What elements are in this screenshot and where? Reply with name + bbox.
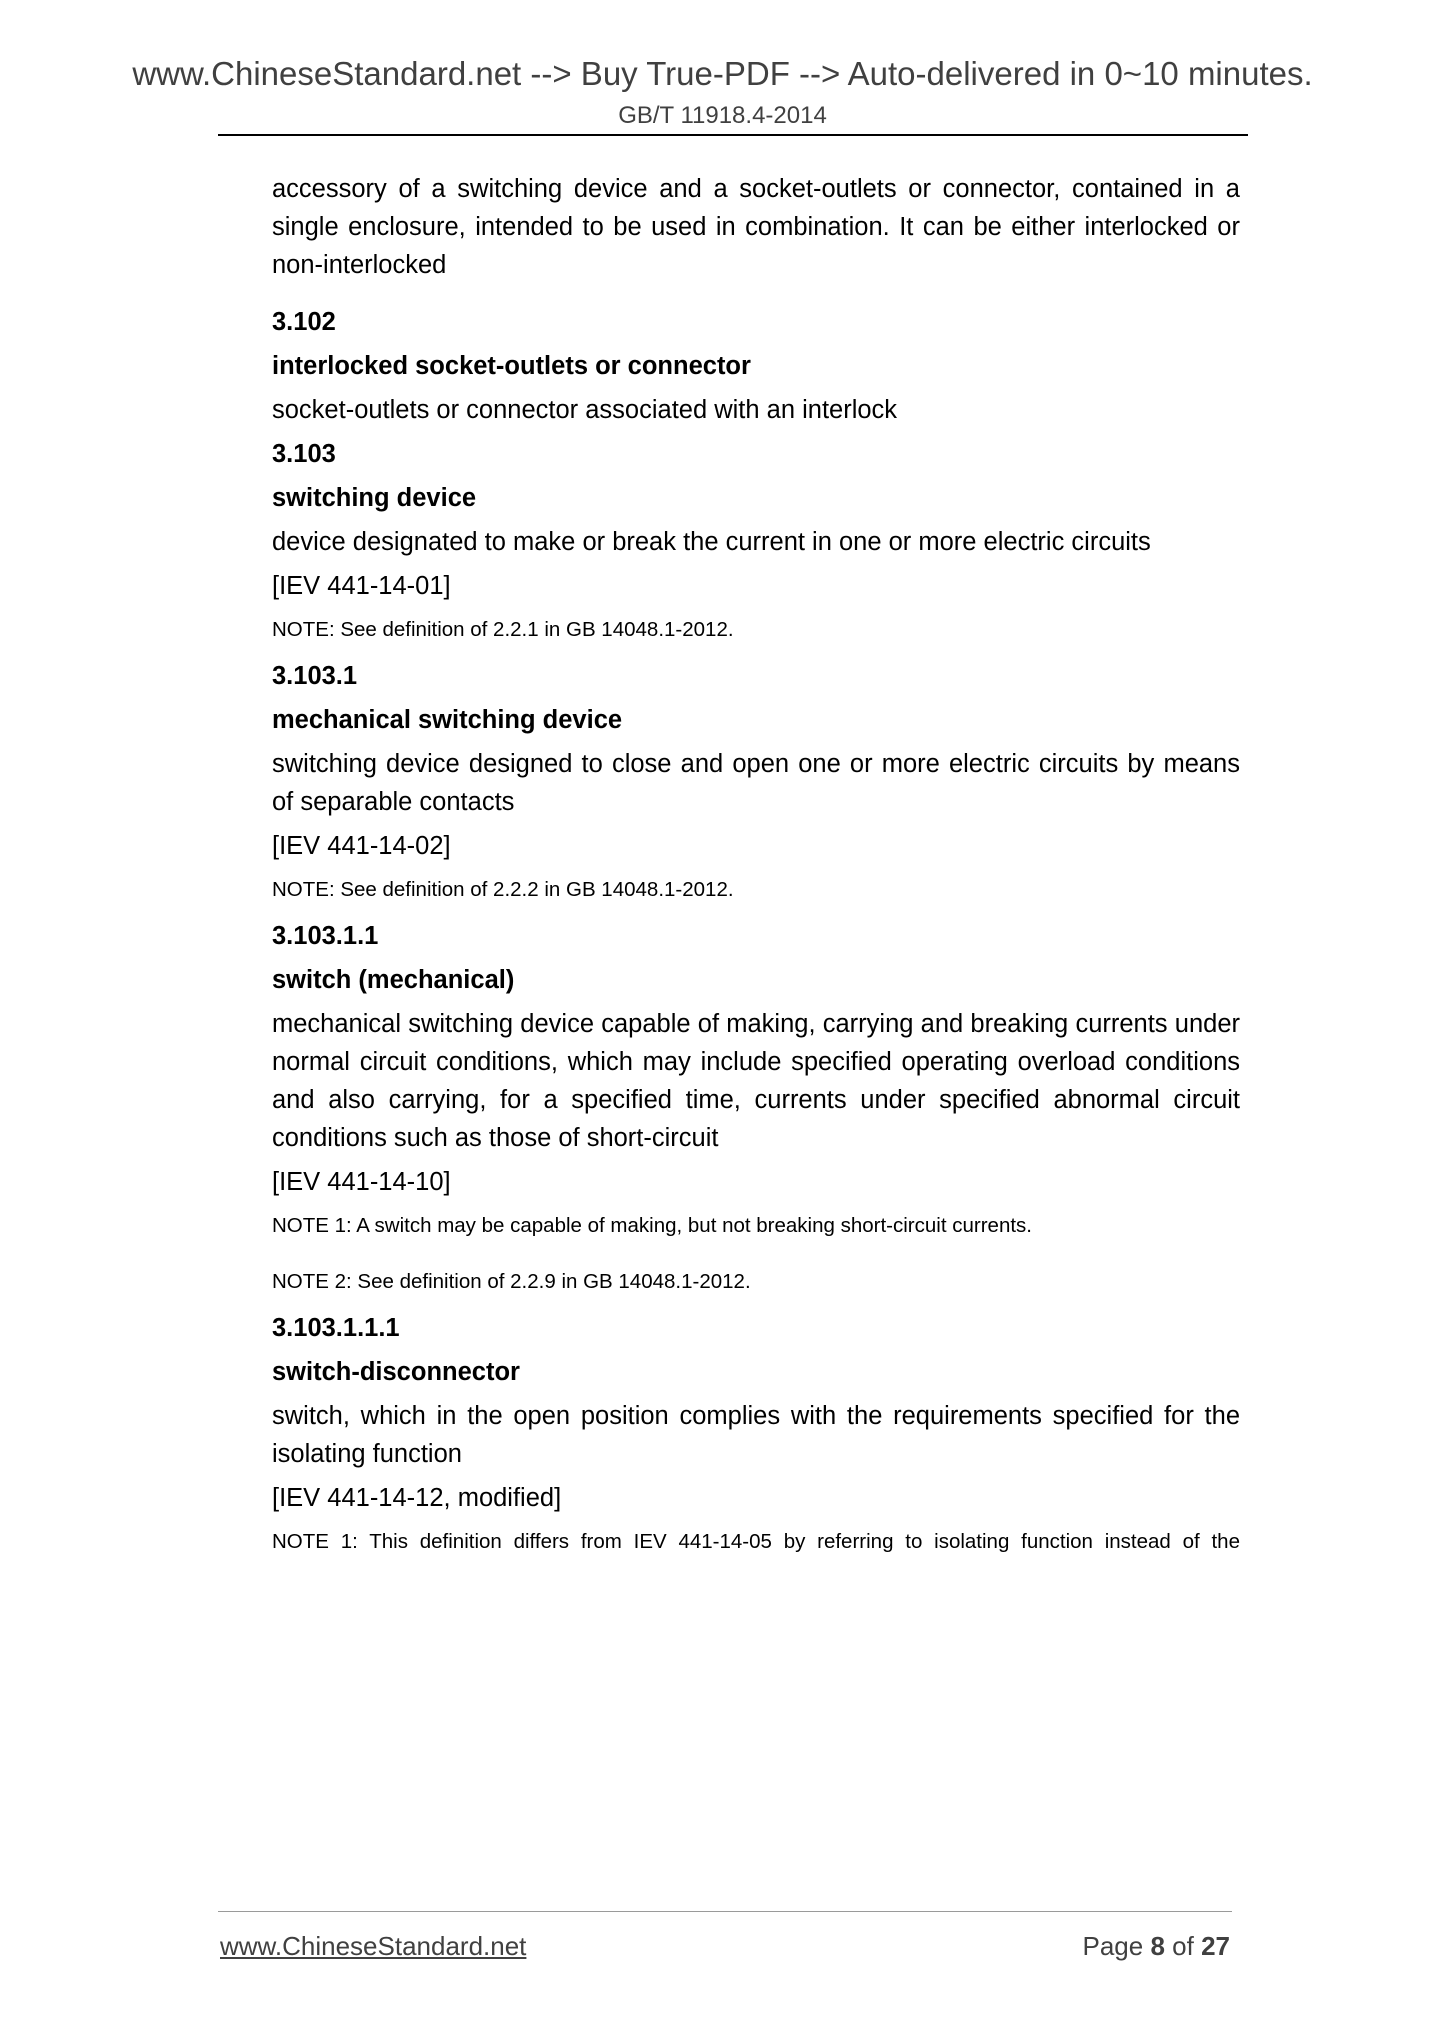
term-name-3-102: interlocked socket-outlets or connector (272, 352, 751, 380)
term-name-3-103-1-1-1: switch-disconnector (272, 1358, 520, 1386)
term-definition-3-103-1: switching device designed to close and open one or more electric circuits by means of separable contacts (272, 750, 1240, 816)
term-definition-3-103-1-1-1: switch, which in the open position complies with the requirements specified for the isolating function (272, 1402, 1240, 1468)
term-reference-3-103-1-1: [IEV 441-14-10] (272, 1168, 451, 1196)
document-body (272, 170, 1240, 1557)
term-reference-3-103-1: [IEV 441-14-02] (272, 832, 451, 860)
standard-number: GB/T 11918.4-2014 (618, 102, 827, 129)
term-note-3-103-1: NOTE: See definition of 2.2.2 in GB 14048.1-2012. (272, 878, 734, 901)
term-note1-3-103-1-1: NOTE 1: A switch may be capable of making, but not breaking short-circuit currents. (272, 1214, 1032, 1237)
footer-divider (218, 1911, 1232, 1912)
page-total: 27 (1201, 1931, 1230, 1961)
term-reference-3-103-1-1-1: [IEV 441-14-12, modified] (272, 1484, 562, 1512)
header-divider (218, 134, 1248, 136)
page-indicator (1082, 1930, 1230, 1962)
page-of: of (1172, 1931, 1194, 1961)
header-banner: www.ChineseStandard.net --> Buy True-PDF --> Auto-delivered in 0~10 minutes. (132, 55, 1313, 92)
term-definition-3-102: socket-outlets or connector associated with an interlock (272, 396, 898, 424)
page-prefix: Page (1082, 1931, 1144, 1961)
page-current: 8 (1150, 1931, 1165, 1961)
term-note-3-103: NOTE: See definition of 2.2.1 in GB 14048.1-2012. (272, 618, 734, 641)
term-name-3-103: switching device (272, 484, 477, 512)
term-note1-3-103-1-1-1: NOTE 1: This definition differs from IEV 441-14-05 by referring to isolating function instead of the (272, 1530, 1240, 1553)
term-reference-3-103: [IEV 441-14-01] (272, 572, 451, 600)
term-name-3-103-1-1: switch (mechanical) (272, 966, 515, 994)
term-number-3-103: 3.103 (272, 440, 336, 468)
term-number-3-103-1: 3.103.1 (272, 662, 358, 690)
term-definition-3-103: device designated to make or break the current in one or more electric circuits (272, 528, 1151, 556)
term-number-3-103-1-1: 3.103.1.1 (272, 922, 379, 950)
term-name-3-103-1: mechanical switching device (272, 706, 623, 734)
term-number-3-102: 3.102 (272, 308, 336, 336)
term-note2-3-103-1-1: NOTE 2: See definition of 2.2.9 in GB 14048.1-2012. (272, 1270, 751, 1293)
footer-website-link[interactable]: www.ChineseStandard.net (220, 1931, 527, 1961)
intro-paragraph: accessory of a switching device and a socket-outlets or connector, contained in a single enclosure, intended to be used in combination. It can be either interlocked or non-interlocked (272, 175, 1240, 279)
term-number-3-103-1-1-1: 3.103.1.1.1 (272, 1314, 400, 1342)
term-definition-3-103-1-1: mechanical switching device capable of making, carrying and breaking currents under normal circuit conditions, which may include specified operating overload conditions and also carrying, for a specified time, currents under specified abnormal circuit conditions such as those of short-circuit (272, 1010, 1240, 1152)
